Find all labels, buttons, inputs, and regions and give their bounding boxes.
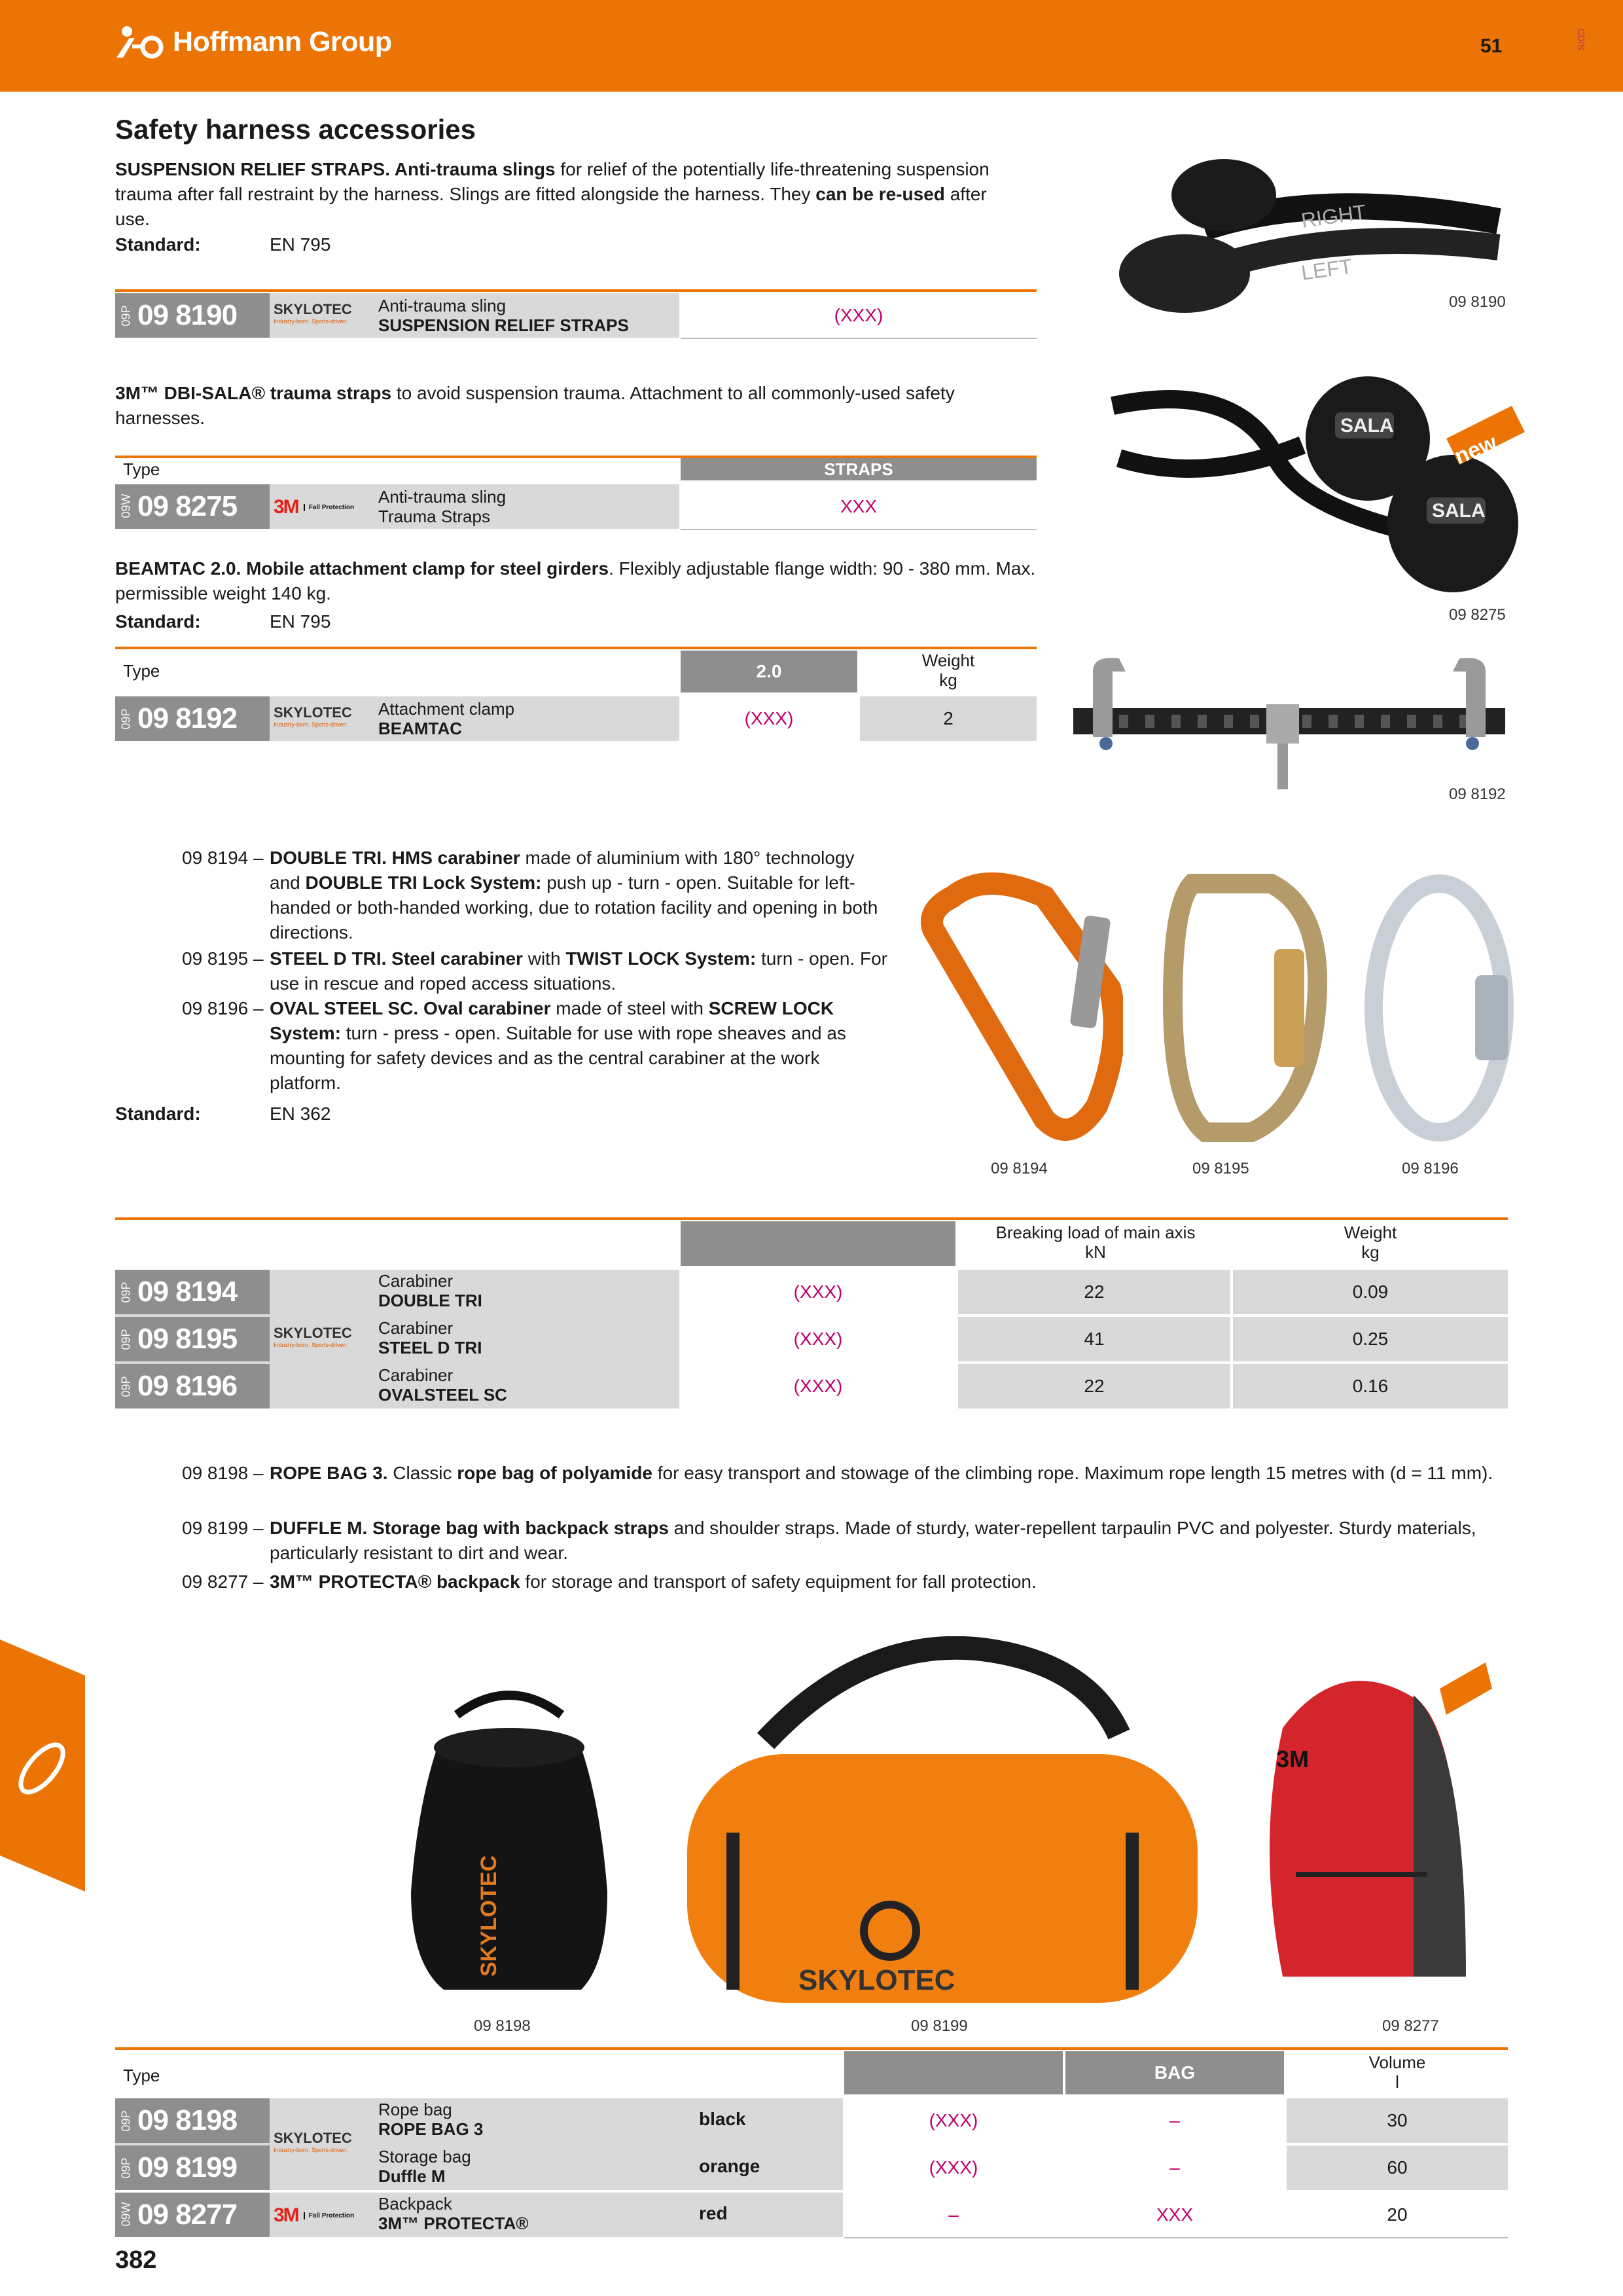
rope-bag-image [391, 1676, 627, 2009]
image-caption: 09 8275 [1449, 606, 1506, 624]
hoffmann-logo[interactable] [115, 25, 392, 59]
column-header-blank [844, 2051, 1063, 2094]
item-bold2: TWIST LOCK System: [565, 948, 757, 969]
type-label: Type [123, 2066, 160, 2085]
new-badge: new [1452, 1721, 1502, 1761]
product-name: 3M™ PROTECTA® [378, 2214, 529, 2233]
article-prefix: 09W [119, 493, 133, 518]
article-prefix: 09P [119, 2109, 133, 2132]
brand-label: SKYLOTEC [274, 704, 352, 721]
product-type: Anti-trauma sling [378, 487, 507, 507]
item-text2: push up - turn - open. Suitable for left-handed or both-handed working, due to rotation facility and opening in both directions. [270, 872, 878, 942]
column-header-straps: STRAPS [681, 458, 1037, 480]
price-cell[interactable]: (XXX) [793, 1282, 843, 1302]
brand-sub: Industry-born. Sports-driven. [274, 1342, 349, 1348]
weight-header [860, 651, 1037, 690]
image-caption: 09 8192 [1449, 785, 1506, 803]
colour-cell: red [699, 2203, 728, 2223]
weight-head-label: Weight [1344, 1223, 1397, 1242]
weight-cell: 0.16 [1233, 1364, 1508, 1408]
product-type: Carabiner [378, 1318, 454, 1338]
brand-sub: Fall Protection [304, 2212, 354, 2219]
breaking-load-cell: 22 [958, 1270, 1230, 1314]
item-bold: DUFFLE M. Storage bag with backpack straps [270, 1518, 669, 1538]
item-bold: DOUBLE TRI. HMS carabiner [270, 848, 520, 868]
skylotec-logo [274, 704, 352, 728]
item-code: 09 8194 – [182, 848, 264, 868]
price-cell[interactable]: (XXX) [929, 2110, 978, 2130]
item-bold: STEEL D TRI. Steel carabiner [270, 948, 523, 969]
colour-cell: orange [699, 2156, 760, 2176]
article-number: 09 8196 [137, 1370, 238, 1402]
article-number: 09 8275 [137, 490, 238, 522]
article-number: 09 8194 [137, 1276, 238, 1308]
price-bag-cell[interactable]: XXX [1156, 2204, 1194, 2225]
section1-intro-bold2: can be re-used [815, 184, 945, 204]
product-description [378, 699, 514, 738]
product-description [378, 2147, 471, 2186]
steel-d-tri-carabiner-image [1147, 870, 1336, 1145]
price-cell[interactable]: (XXX) [793, 1329, 843, 1349]
article-prefix: 09P [119, 304, 133, 327]
column-header-2-0: 2.0 [681, 651, 857, 692]
item-text: with [522, 948, 566, 969]
svg-text:SKYLOTEC: SKYLOTEC [476, 1855, 501, 1977]
hoffmann-logo-icon [115, 25, 168, 59]
product-name: BEAMTAC [378, 719, 463, 738]
column-header-blank [681, 1221, 955, 1266]
item-text: and shoulder straps. Made of sturdy, water-repellent tarpaulin PVC and polyester. Sturdy materials, particularly resistant to dirt and wear. [270, 1518, 1476, 1563]
side-tab[interactable] [0, 1640, 85, 1892]
divider [115, 647, 1037, 649]
row-divider [681, 529, 1037, 530]
price-cell[interactable]: (XXX) [929, 2157, 978, 2178]
product-name: STEEL D TRI [378, 1338, 482, 1357]
article-number-cell[interactable] [115, 1270, 270, 1314]
product-description [378, 1318, 482, 1357]
section1-intro-text: for relief of the potentially life-threatening suspension trauma after fall restraint by the harness. Slings are fitted alongside the harness. They [115, 159, 990, 204]
section2-intro [115, 381, 1025, 431]
product-type: Rope bag [378, 2100, 452, 2119]
page-number-top: 51 [1480, 35, 1503, 57]
brand-label: 3M [274, 496, 298, 518]
product-type: Attachment clamp [378, 699, 515, 719]
beamtac-image [1067, 652, 1512, 802]
section1-intro-bold: SUSPENSION RELIEF STRAPS. Anti-trauma slings [115, 159, 556, 179]
product-description [378, 1365, 507, 1405]
brand-sub: Industry-born. Sports-driven. [274, 2147, 349, 2153]
standard-label: Standard: [115, 611, 201, 632]
image-caption: 09 8195 [1192, 1160, 1249, 1177]
item-bold: 3M™ PROTECTA® backpack [270, 1571, 520, 1592]
image-caption: 09 8199 [911, 2017, 968, 2035]
brand-sub: Industry-born. Sports-driven. [274, 721, 349, 728]
volume-head-label: Volume [1368, 2053, 1426, 2072]
section3-intro-text: . Flexibly adjustable flange width: 90 - 380 mm. Max. permissible weight 140 kg. [115, 558, 1036, 603]
volume-cell: 30 [1287, 2098, 1508, 2143]
product-name: Trauma Straps [378, 507, 490, 526]
brand-sub: Industry-born. Sports-driven. [274, 318, 349, 325]
product-type: Carabiner [378, 1271, 454, 1291]
column-header-bag: BAG [1065, 2051, 1284, 2094]
trauma-straps-image [1106, 367, 1525, 615]
double-tri-carabiner-image [914, 870, 1123, 1145]
article-prefix: 09P [119, 1328, 133, 1350]
list-item [182, 946, 889, 996]
article-number-cell[interactable] [115, 1364, 270, 1408]
article-number-cell[interactable] [115, 293, 270, 338]
product-type: Carabiner [378, 1365, 454, 1385]
list-item [182, 1570, 1510, 1594]
item-code: 09 8277 – [182, 1571, 264, 1592]
product-description [378, 2100, 483, 2139]
divider [115, 2047, 1508, 2050]
weight-head-unit: kg [1361, 1242, 1380, 1262]
section4-standard [115, 1103, 330, 1124]
brand-label: SKYLOTEC [274, 301, 352, 317]
weight-header [1233, 1223, 1508, 1262]
article-number-cell[interactable] [115, 2193, 270, 2237]
svg-text:SALA: SALA [1340, 415, 1394, 437]
item-text2: turn - open. For use in rescue and roped access situations. [270, 948, 887, 994]
price-cell[interactable]: – [948, 2204, 959, 2225]
article-number-cell[interactable] [115, 1317, 270, 1361]
section3-standard [115, 611, 330, 632]
weight-cell: 0.09 [1233, 1270, 1508, 1314]
section3-intro [115, 556, 1038, 606]
section1-standard [115, 234, 330, 255]
price-cell[interactable]: (XXX) [744, 708, 794, 728]
item-text: Classic [387, 1463, 457, 1483]
product-name: ROPE BAG 3 [378, 2119, 484, 2139]
product-description [378, 296, 629, 335]
breaking-load-cell: 41 [958, 1317, 1230, 1361]
article-prefix: 09P [119, 1281, 133, 1303]
item-text2: for easy transport and stowage of the climbing rope. Maximum rope length 15 metres with (d = 11 mm). [652, 1463, 1493, 1483]
divider [115, 289, 1037, 292]
section3-intro-bold: BEAMTAC 2.0. Mobile attachment clamp for steel girders [115, 558, 609, 579]
weight-cell: 0.25 [1233, 1317, 1508, 1361]
3m-logo [274, 496, 354, 518]
brand-label: SKYLOTEC [274, 1325, 352, 1341]
brand-sub: Fall Protection [304, 504, 354, 511]
brand-label: 3M [274, 2204, 298, 2226]
product-description [378, 2194, 529, 2233]
item-code: 09 8195 – [182, 948, 264, 969]
item-text: made of steel with [550, 998, 709, 1018]
oval-steel-sc-carabiner-image [1357, 870, 1521, 1145]
article-number: 09 8199 [137, 2151, 238, 2183]
item-bold: ROPE BAG 3. [270, 1463, 388, 1483]
svg-text:3M: 3M [1276, 1746, 1310, 1772]
product-description [378, 1271, 482, 1310]
item-code: 09 8199 – [182, 1518, 264, 1538]
3m-logo [274, 2204, 354, 2227]
list-item [182, 996, 889, 1096]
list-item [182, 1461, 1510, 1511]
article-number-cell[interactable] [115, 2098, 270, 2143]
image-caption: 09 8194 [991, 1160, 1048, 1177]
price-bag-cell[interactable]: – [1169, 2157, 1180, 2178]
type-label: Type [123, 459, 160, 479]
breaking-load-header [958, 1223, 1233, 1262]
standard-label: Standard: [115, 234, 201, 255]
breaking-head-unit: kN [1085, 1242, 1106, 1262]
divider [115, 1217, 1508, 1220]
volume-header [1287, 2053, 1508, 2092]
brand-name: Hoffmann Group [173, 26, 392, 58]
standard-value: EN 795 [270, 611, 331, 632]
product-name: SUSPENSION RELIEF STRAPS [378, 315, 629, 335]
row-divider [681, 338, 1037, 339]
standard-value: EN 362 [270, 1103, 331, 1124]
article-number-cell[interactable] [115, 696, 270, 741]
article-number-cell[interactable] [115, 484, 270, 529]
image-caption: 09 8190 [1449, 293, 1506, 311]
section2-intro-bold: 3M™ DBI-SALA® trauma straps [115, 383, 392, 403]
product-description [378, 487, 506, 526]
article-number: 09 8198 [137, 2104, 238, 2136]
article-number: 09 8195 [137, 1323, 238, 1355]
article-prefix: 09P [119, 2157, 133, 2179]
volume-cell: 20 [1287, 2193, 1508, 2237]
weight-head-unit: kg [939, 670, 957, 690]
row-divider [844, 2237, 1508, 2238]
section1-intro-text2: after use. [115, 184, 987, 229]
product-type: Anti-trauma sling [378, 296, 507, 315]
svg-text:LEFT: LEFT [1299, 254, 1354, 285]
weight-cell: 2 [860, 696, 1037, 741]
skylotec-logo [274, 1325, 352, 1348]
type-label: Type [123, 661, 160, 681]
image-caption: 09 8198 [474, 2017, 531, 2035]
price-cell[interactable]: XXX [840, 496, 878, 516]
image-caption: 09 8196 [1402, 1160, 1459, 1177]
article-number: 09 8277 [137, 2198, 238, 2231]
suspension-straps-image [1106, 149, 1512, 313]
product-type: Backpack [378, 2194, 452, 2214]
product-type: Storage bag [378, 2147, 471, 2166]
item-text2: turn - press - open. Suitable for use with rope sheaves and as mounting for safety devices and as the central carabiner at the work platform. [270, 1023, 846, 1093]
breaking-head-label: Breaking load of main axis [995, 1223, 1196, 1242]
section1-intro [115, 157, 1025, 232]
volume-head-unit: l [1395, 2072, 1399, 2092]
article-prefix: 09W [119, 2201, 133, 2226]
item-bold: OVAL STEEL SC. Oval carabiner [270, 998, 551, 1018]
brand-label: SKYLOTEC [274, 2130, 352, 2146]
product-name: Duffle M [378, 2166, 446, 2186]
section2-intro-text: to avoid suspension trauma. Attachment to all commonly-used safety harnesses. [115, 383, 955, 428]
standard-label: Standard: [115, 1103, 201, 1124]
weight-head-label: Weight [921, 651, 975, 670]
item-code: 09 8198 – [182, 1463, 264, 1483]
colour-cell: black [699, 2109, 746, 2129]
list-item [182, 846, 889, 942]
svg-text:SKYLOTEC: SKYLOTEC [798, 1964, 955, 1996]
page-title: Safety harness accessories [115, 114, 476, 145]
item-bold2: rope bag of polyamide [457, 1463, 652, 1483]
image-caption: 09 8277 [1382, 2017, 1439, 2035]
article-number: 09 8190 [137, 299, 238, 331]
article-prefix: 09P [119, 1375, 133, 1397]
product-name: DOUBLE TRI [378, 1291, 482, 1310]
list-item [182, 1516, 1510, 1566]
price-cell[interactable]: (XXX) [834, 305, 883, 325]
article-prefix: 09P [119, 708, 133, 730]
skylotec-logo [274, 301, 352, 325]
page-number-bottom: 382 [115, 2246, 157, 2274]
standard-value: EN 795 [270, 234, 331, 255]
breaking-load-cell: 22 [958, 1364, 1230, 1408]
article-number: 09 8192 [137, 702, 238, 734]
svg-text:RIGHT: RIGHT [1299, 200, 1368, 232]
duffle-bag-image [668, 1636, 1217, 2009]
new-badge: new [1451, 430, 1501, 470]
item-code: 09 8196 – [182, 998, 264, 1018]
item-text: made of aluminium with 180° technology and [270, 848, 855, 893]
svg-text:SALA: SALA [1432, 500, 1486, 522]
price-bag-cell[interactable]: – [1169, 2110, 1180, 2130]
protecta-backpack-image [1243, 1649, 1492, 2009]
skylotec-logo [274, 2130, 352, 2153]
item-bold2: DOUBLE TRI Lock System: [305, 872, 542, 893]
corner-code: CDIS [1576, 28, 1587, 50]
price-cell[interactable]: (XXX) [793, 1376, 843, 1396]
item-text: for storage and transport of safety equipment for fall protection. [520, 1571, 1037, 1592]
volume-cell: 60 [1287, 2145, 1508, 2190]
product-name: OVALSTEEL SC [378, 1385, 507, 1405]
item-bold2: SCREW LOCK System: [270, 998, 834, 1043]
article-number-cell[interactable] [115, 2145, 270, 2190]
